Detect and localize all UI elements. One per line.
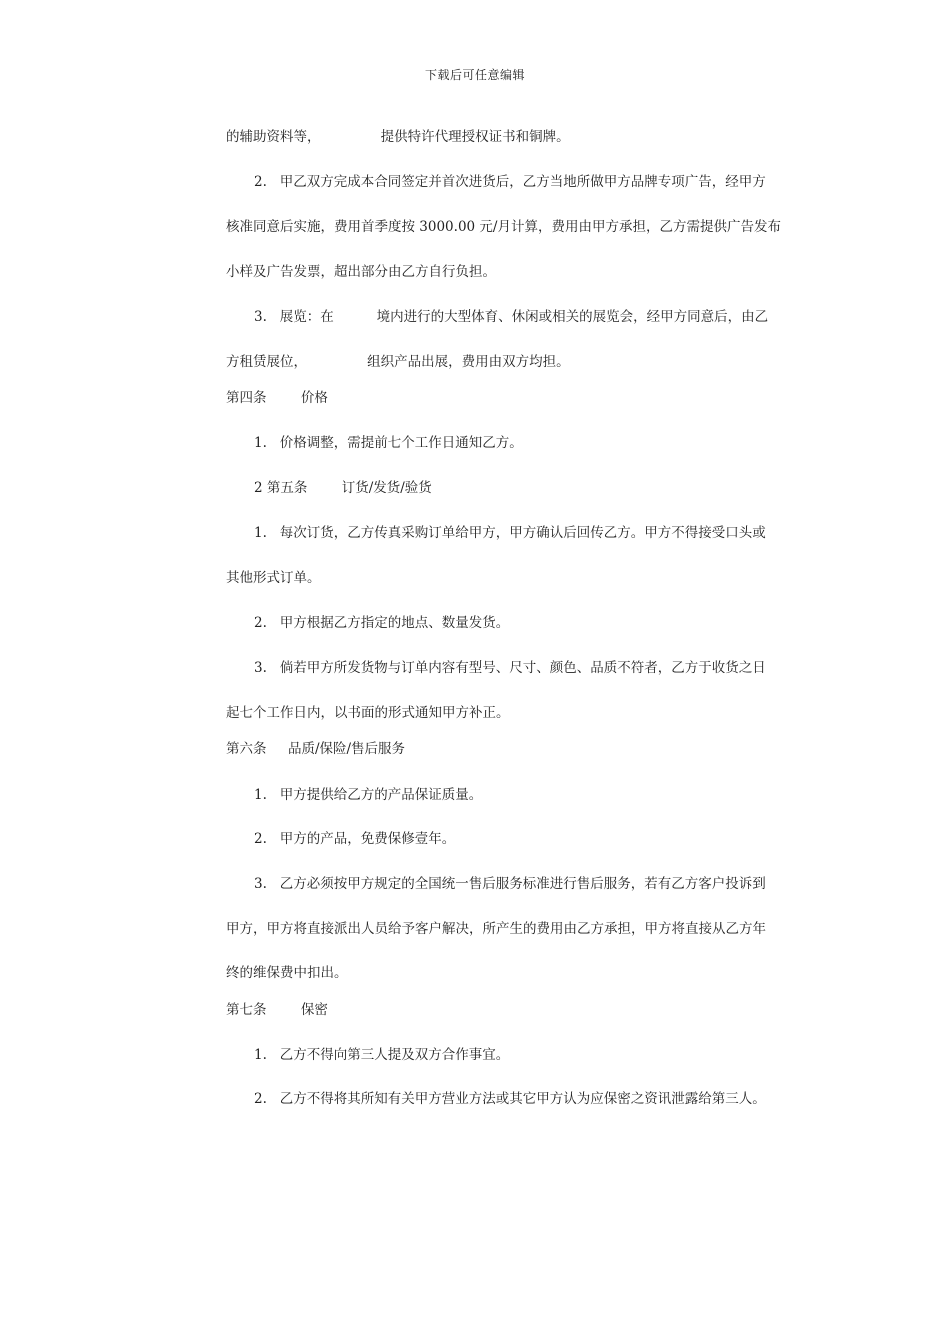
text-line: 方租赁展位， 组织产品出展，费用由双方均担。 xyxy=(226,354,570,370)
text-line: 2. 乙方不得将其所知有关甲方营业方法或其它甲方认为应保密之资讯泄露给第三人。 xyxy=(254,1091,766,1107)
text-line: 终的维保费中扣出。 xyxy=(226,965,348,981)
text-line: 甲方，甲方将直接派出人员给予客户解决，所产生的费用由乙方承担，甲方将直接从乙方年 xyxy=(226,921,766,937)
text-line: 核准同意后实施，费用首季度按 3000.00 元/月计算，费用由甲方承担，乙方需提供广告发布 xyxy=(226,219,781,235)
text-line: 2. 甲方根据乙方指定的地点、数量发货。 xyxy=(254,615,510,631)
text-line: 1. 价格调整，需提前七个工作日通知乙方。 xyxy=(254,435,523,451)
text-line: 3. 展览：在 境内进行的大型体育、休闲或相关的展览会，经甲方同意后，由乙 xyxy=(254,309,769,325)
text-line: 的辅助资料等， 提供特许代理授权证书和铜牌。 xyxy=(226,129,570,145)
text-line: 小样及广告发票，超出部分由乙方自行负担。 xyxy=(226,264,496,280)
text-line: 2. 甲方的产品，免费保修壹年。 xyxy=(254,831,456,847)
text-line: 3. 倘若甲方所发货物与订单内容有型号、尺寸、颜色、品质不符者，乙方于收货之日 xyxy=(254,660,766,676)
text-line: 起七个工作日内，以书面的形式通知甲方补正。 xyxy=(226,705,510,721)
text-line: 其他形式订单。 xyxy=(226,570,321,586)
text-line: 1. 甲方提供给乙方的产品保证质量。 xyxy=(254,787,483,803)
section-heading: 第六条 品质/保险/售后服务 xyxy=(226,741,406,757)
text-line: 1. 每次订货，乙方传真采购订单给甲方，甲方确认后回传乙方。甲方不得接受口头或 xyxy=(254,525,766,541)
text-line: 1. 乙方不得向第三人提及双方合作事宜。 xyxy=(254,1047,510,1063)
text-line: 2. 甲乙双方完成本合同签定并首次进货后，乙方当地所做甲方品牌专项广告，经甲方 xyxy=(254,174,766,190)
section-heading: 2 第五条 订货/发货/验货 xyxy=(254,480,432,496)
section-heading: 第七条 保密 xyxy=(226,1002,328,1018)
page-header: 下载后可任意编辑 xyxy=(424,68,525,82)
text-line: 3. 乙方必须按甲方规定的全国统一售后服务标准进行售后服务，若有乙方客户投诉到 xyxy=(254,876,766,892)
section-heading: 第四条 价格 xyxy=(226,390,328,406)
